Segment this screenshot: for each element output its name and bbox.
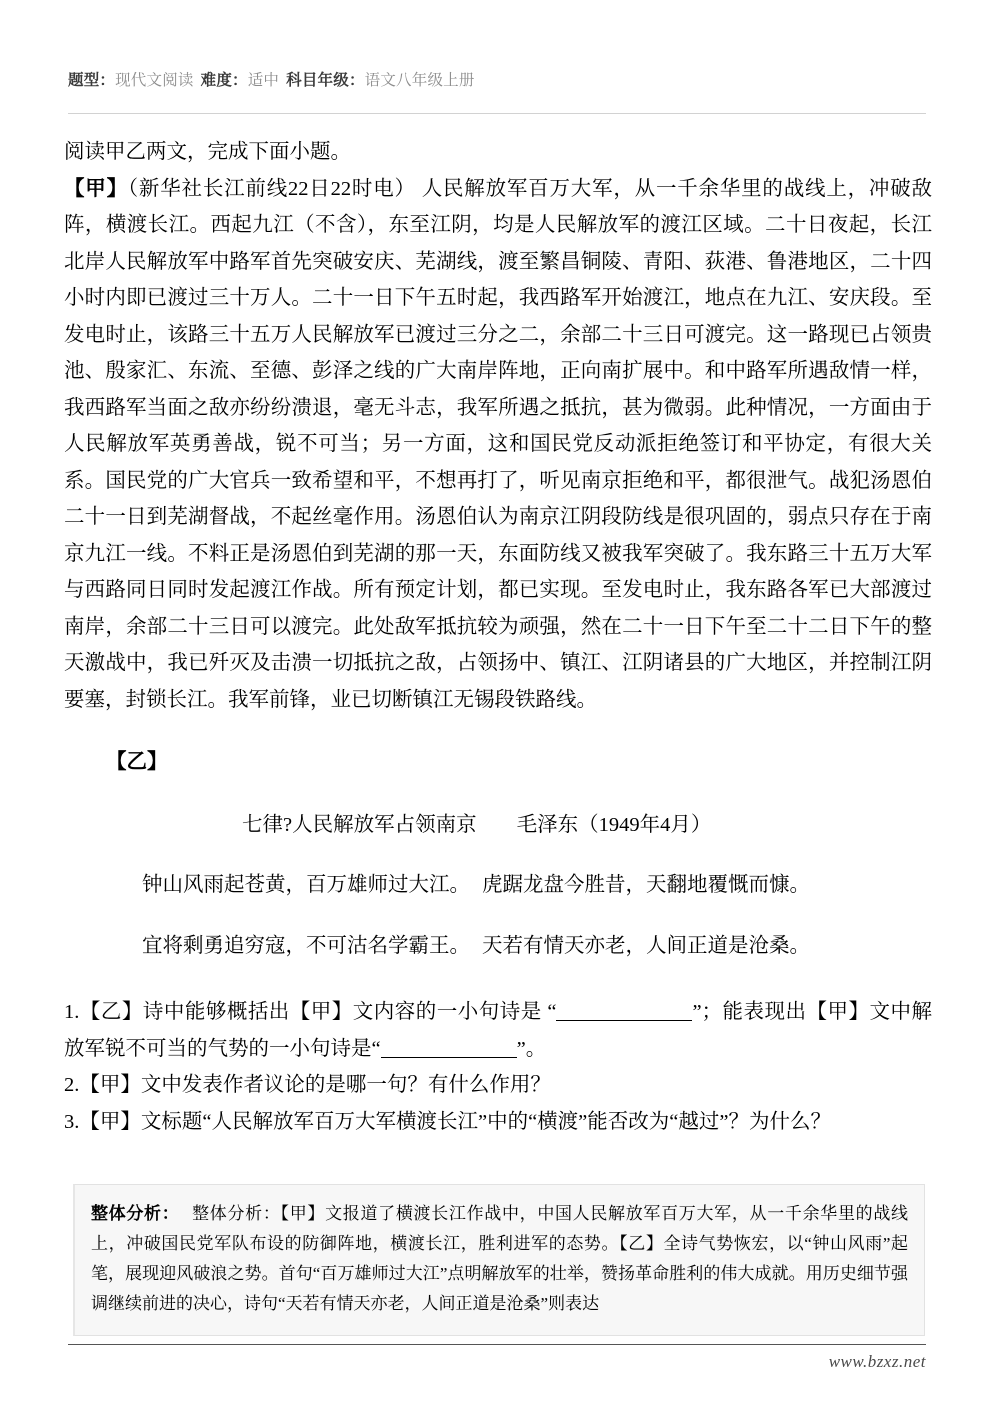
poem-line-first-half: 钟山风雨起苍黄，百万雄师过大江。 [142, 874, 470, 896]
question-meta-header [68, 70, 928, 92]
poem-line-first-half: 宜将剩勇追穷寇，不可沽名学霸王。 [142, 934, 470, 957]
question-item-2 [64, 1067, 932, 1104]
analysis-text: 整体分析：【甲】文报道了横渡长江作战中，中国人民解放军百万大军，从一千余华里的战线上，冲破国民党军队布设的防御阵地，横渡长江，胜利进军的态势。【乙】全诗气势恢宏，以“钟山风雨”起笔，展现迎风破浪之势。首句“百万雄师过大江”点明解放军的壮举，赞扬革命胜利的伟大成就。用历史细节强调继续前进的决心，诗句“天若有情天亦老，人间正道是沧桑”则表达 [91, 1204, 909, 1313]
meta-type-value: 现代文阅读 [115, 72, 194, 89]
passage-jia [64, 171, 932, 719]
question-text-part-1: 【乙】诗中能够概括出【甲】文内容的一小句诗是 “ [79, 1001, 557, 1023]
question-text: 【甲】文标题“人民解放军百万大军横渡长江”中的“横渡”能否改为“越过”？为什么？ [79, 1110, 831, 1133]
poem-author: 毛泽东（1949年4月） [516, 813, 712, 836]
poem-line-second-half: 天若有情天亦老，人间正道是沧桑。 [482, 934, 810, 957]
question-text-part-2: ”；能表现出【甲】文中解放军锐不可当的气势的一小句诗是“ [64, 1001, 932, 1060]
passage-jia-marker: 【甲】 [64, 177, 128, 200]
document-content [64, 134, 932, 1140]
poem-title: 七律?人民解放军占领南京 [242, 813, 477, 836]
poem-line [64, 928, 932, 965]
question-text: 【甲】文中发表作者议论的是哪一句？有什么作用？ [79, 1074, 551, 1096]
meta-difficulty-value: 适中 [247, 72, 280, 89]
site-watermark: www.bzxz.net [828, 1352, 926, 1371]
passage-jia-text: （新华社长江前线22日22时电） 人民解放军百万大军，从一千余华里的战线上，冲破敌阵，横渡长江。西起九江（不含），东至江阴，均是人民解放军的渡江区域。二十日夜起，长江北岸人民解放军中路军首先突破安庆、芜湖线，渡至繁昌铜陵、青阳、荻港、鲁港地区，二十四小时内即已渡过三十万人。二十一日下午五时起，我西路军开始渡江，地点在九江、安庆段。至发电时止，该路三十五万人民解放军已渡过三分之二，余部二十三日可渡完。这一路现已占领贵池、殷家汇、东流、至德、彭泽之线的广大南岸阵地，正向南扩展中。和中路军所遇敌情一样，我西路军当面之敌亦纷纷溃退，毫无斗志，我军所遇之抵抗，甚为微弱。此种情况，一方面由于人民解放军英勇善战，锐不可当；另一方面，这和国民党反动派拒绝签订和平协定，有很大关系。国民党的广大官兵一致希望和平，不想再打了，听见南京拒绝和平，都很泄气。战犯汤恩伯二十一日到芜湖督战，不起丝毫作用。汤恩伯认为南京江阴段防线是很巩固的，弱点只存在于南京九江一线。不料正是汤恩伯到芜湖的那一天，东面防线又被我军突破了。我东路三十五万大军与西路同日同时发起渡江作战。所有预定计划，都已实现。至发电时止，我东路各军已大部渡过南岸，余部二十三日可以渡完。此处敌军抵抗较为顽强，然在二十一日下午至二十二日下午的整天激战中，我已歼灭及击溃一切抵抗之敌，占领扬中、镇江、江阴诸县的广大地区，并控制江阴要塞，封锁长江。我军前锋，业已切断镇江无锡段铁路线。 [64, 177, 933, 711]
question-number: 1. [64, 1001, 80, 1023]
meta-difficulty-label: 难度： [200, 72, 248, 89]
analysis-title: 整体分析： [91, 1204, 180, 1223]
meta-subject-value: 语文八年级上册 [364, 72, 475, 89]
poem-title-line [64, 807, 932, 844]
answer-blank-1[interactable] [556, 1000, 692, 1021]
meta-subject-label: 科目年级： [286, 72, 365, 89]
question-number: 3. [64, 1110, 80, 1133]
meta-type-label: 题型： [68, 72, 116, 89]
question-item-1 [64, 994, 932, 1067]
instruction-line: 阅读甲乙两文，完成下面小题。 [64, 141, 351, 163]
questions-list [64, 994, 932, 1140]
overall-analysis-box [73, 1184, 925, 1336]
question-text-part-3: ”。 [516, 1037, 547, 1060]
question-item-3 [64, 1104, 932, 1141]
poem-line-second-half: 虎踞龙盘今胜昔，天翻地覆慨而慷。 [482, 874, 810, 896]
poem-line [64, 867, 932, 904]
passage-yi-marker: 【乙】 [106, 751, 168, 773]
answer-blank-2[interactable] [381, 1037, 517, 1058]
analysis-paragraph [91, 1199, 908, 1319]
footer-divider [68, 1344, 926, 1345]
header-divider [68, 113, 926, 114]
question-number: 2. [64, 1074, 80, 1096]
